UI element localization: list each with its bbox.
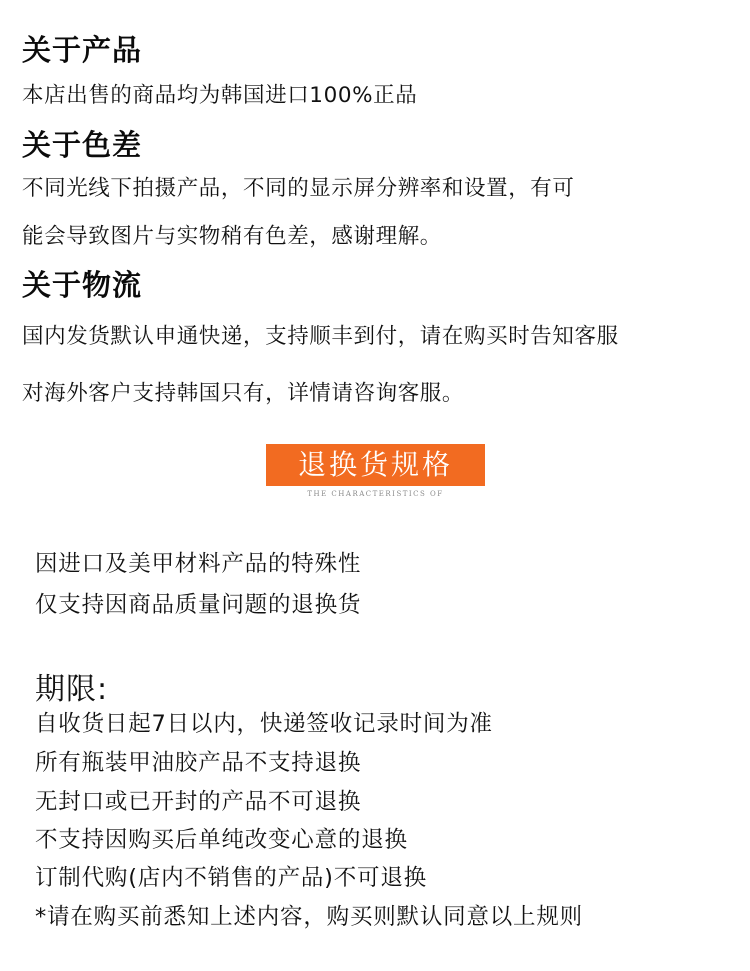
policy-rule-6: *请在购买前悉知上述内容，购买则默认同意以上规则 xyxy=(35,904,583,930)
policy-rule-5: 订制代购(店内不销售的产品)不可退换 xyxy=(35,865,427,891)
policy-rule-1: 自收货日起7日以内，快递签收记录时间为准 xyxy=(35,711,493,737)
section-title-color: 关于色差 xyxy=(22,128,143,162)
section-title-product: 关于产品 xyxy=(22,33,143,67)
policy-intro-line-1: 因进口及美甲材料产品的特殊性 xyxy=(35,551,362,577)
section-title-logistics: 关于物流 xyxy=(22,268,143,302)
logistics-text-line-1: 国内发货默认申通快递，支持顺丰到付，请在购买时告知客服 xyxy=(22,324,619,349)
return-policy-banner: 退换货规格 xyxy=(266,444,485,486)
policy-intro-line-2: 仅支持因商品质量问题的退换货 xyxy=(35,592,362,618)
period-title: 期限: xyxy=(35,672,109,707)
product-text-line-1: 本店出售的商品均为韩国进口100%正品 xyxy=(22,83,418,108)
color-text-line-1: 不同光线下拍摄产品，不同的显示屏分辨率和设置，有可 xyxy=(22,176,575,201)
policy-rule-3: 无封口或已开封的产品不可退换 xyxy=(35,789,362,815)
logistics-text-line-2: 对海外客户支持韩国只有，详情请咨询客服。 xyxy=(22,381,465,406)
banner-subtitle: THE CHARACTERISTICS OF xyxy=(307,490,444,498)
policy-rule-2: 所有瓶装甲油胶产品不支持退换 xyxy=(35,750,362,776)
color-text-line-2: 能会导致图片与实物稍有色差，感谢理解。 xyxy=(22,224,442,249)
policy-rule-4: 不支持因购买后单纯改变心意的退换 xyxy=(35,827,408,853)
